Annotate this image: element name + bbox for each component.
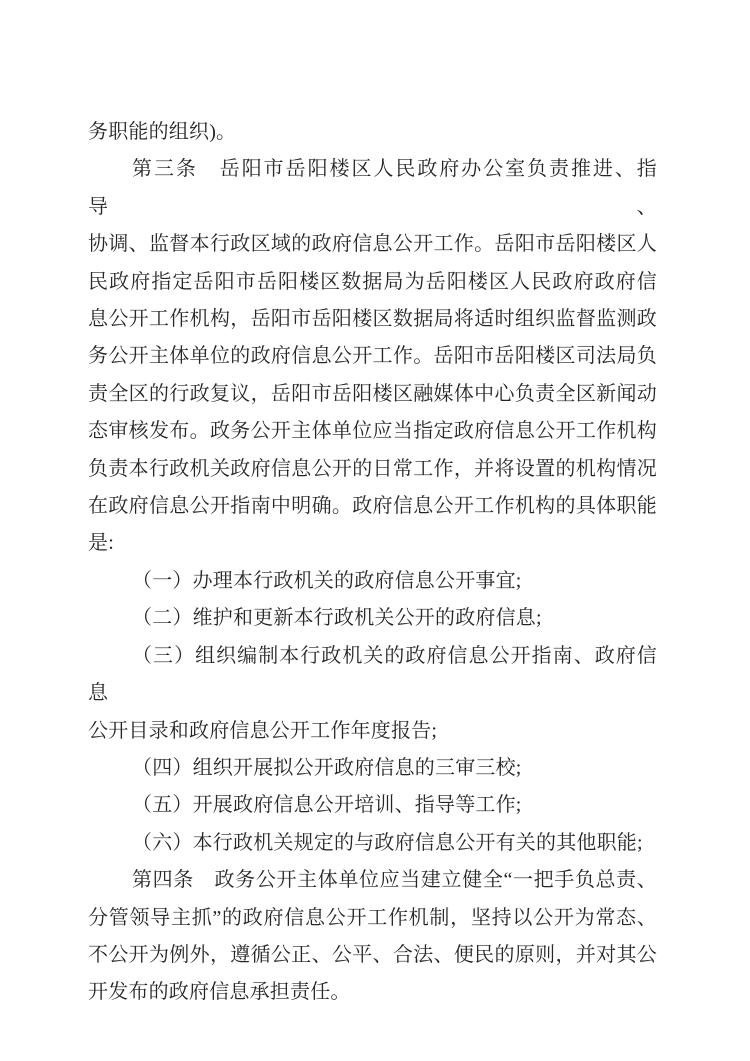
document-line: 不公开为例外，遵循公正、公平、合法、便民的原则，并对其公 [88, 943, 657, 966]
document-line: 在政府信息公开指南中明确。政府信息公开工作机构的具体职能 [88, 495, 657, 518]
document-line: 负责本行政机关政府信息公开的日常工作，并将设置的机构情况 [88, 457, 657, 480]
document-line-item-4: （四）组织开展拟公开政府信息的三审三校; [132, 756, 522, 779]
document-line-article-3-start: 第三条 岳阳市岳阳楼区人民政府办公室负责推进、指导、 [88, 158, 657, 218]
document-line-item-1: （一）办理本行政机关的政府信息公开事宜; [132, 569, 522, 592]
document-line: 开发布的政府信息承担责任。 [88, 981, 351, 1004]
document-line: 是: [88, 532, 114, 555]
document-line: 务公开主体单位的政府信息公开工作。岳阳市岳阳楼区司法局负 [88, 345, 657, 368]
document-line: 民政府指定岳阳市岳阳楼区数据局为岳阳楼区人民政府政府信 [88, 270, 657, 293]
document-line-item-3: （三）组织编制本行政机关的政府信息公开指南、政府信息 [88, 644, 657, 705]
document-line-item-2: （二）维护和更新本行政机关公开的政府信息; [132, 607, 542, 630]
document-line: 协调、监督本行政区域的政府信息公开工作。岳阳市岳阳楼区人 [88, 233, 657, 256]
document-line-article-4-start: 第四条 政务公开主体单位应当建立健全“一把手负总责、 [132, 869, 657, 892]
document-line-item-5: （五）开展政府信息公开培训、指导等工作; [132, 794, 522, 817]
document-line: 态审核发布。政务公开主体单位应当指定政府信息公开工作机构 [88, 420, 657, 443]
document-line: 务职能的组织)。 [88, 121, 237, 143]
document-line-item-6: （六）本行政机关规定的与政府信息公开有关的其他职能; [132, 831, 643, 854]
document-line: 息公开工作机构，岳阳市岳阳楼区数据局将适时组织监督监测政 [88, 308, 657, 331]
document-line: 责全区的行政复议，岳阳市岳阳楼区融媒体中心负责全区新闻动 [88, 382, 657, 405]
document-line: 分管领导主抓”的政府信息公开工作机制，坚持以公开为常态、 [88, 906, 657, 929]
document-line: 公开目录和政府信息公开工作年度报告; [88, 719, 438, 742]
